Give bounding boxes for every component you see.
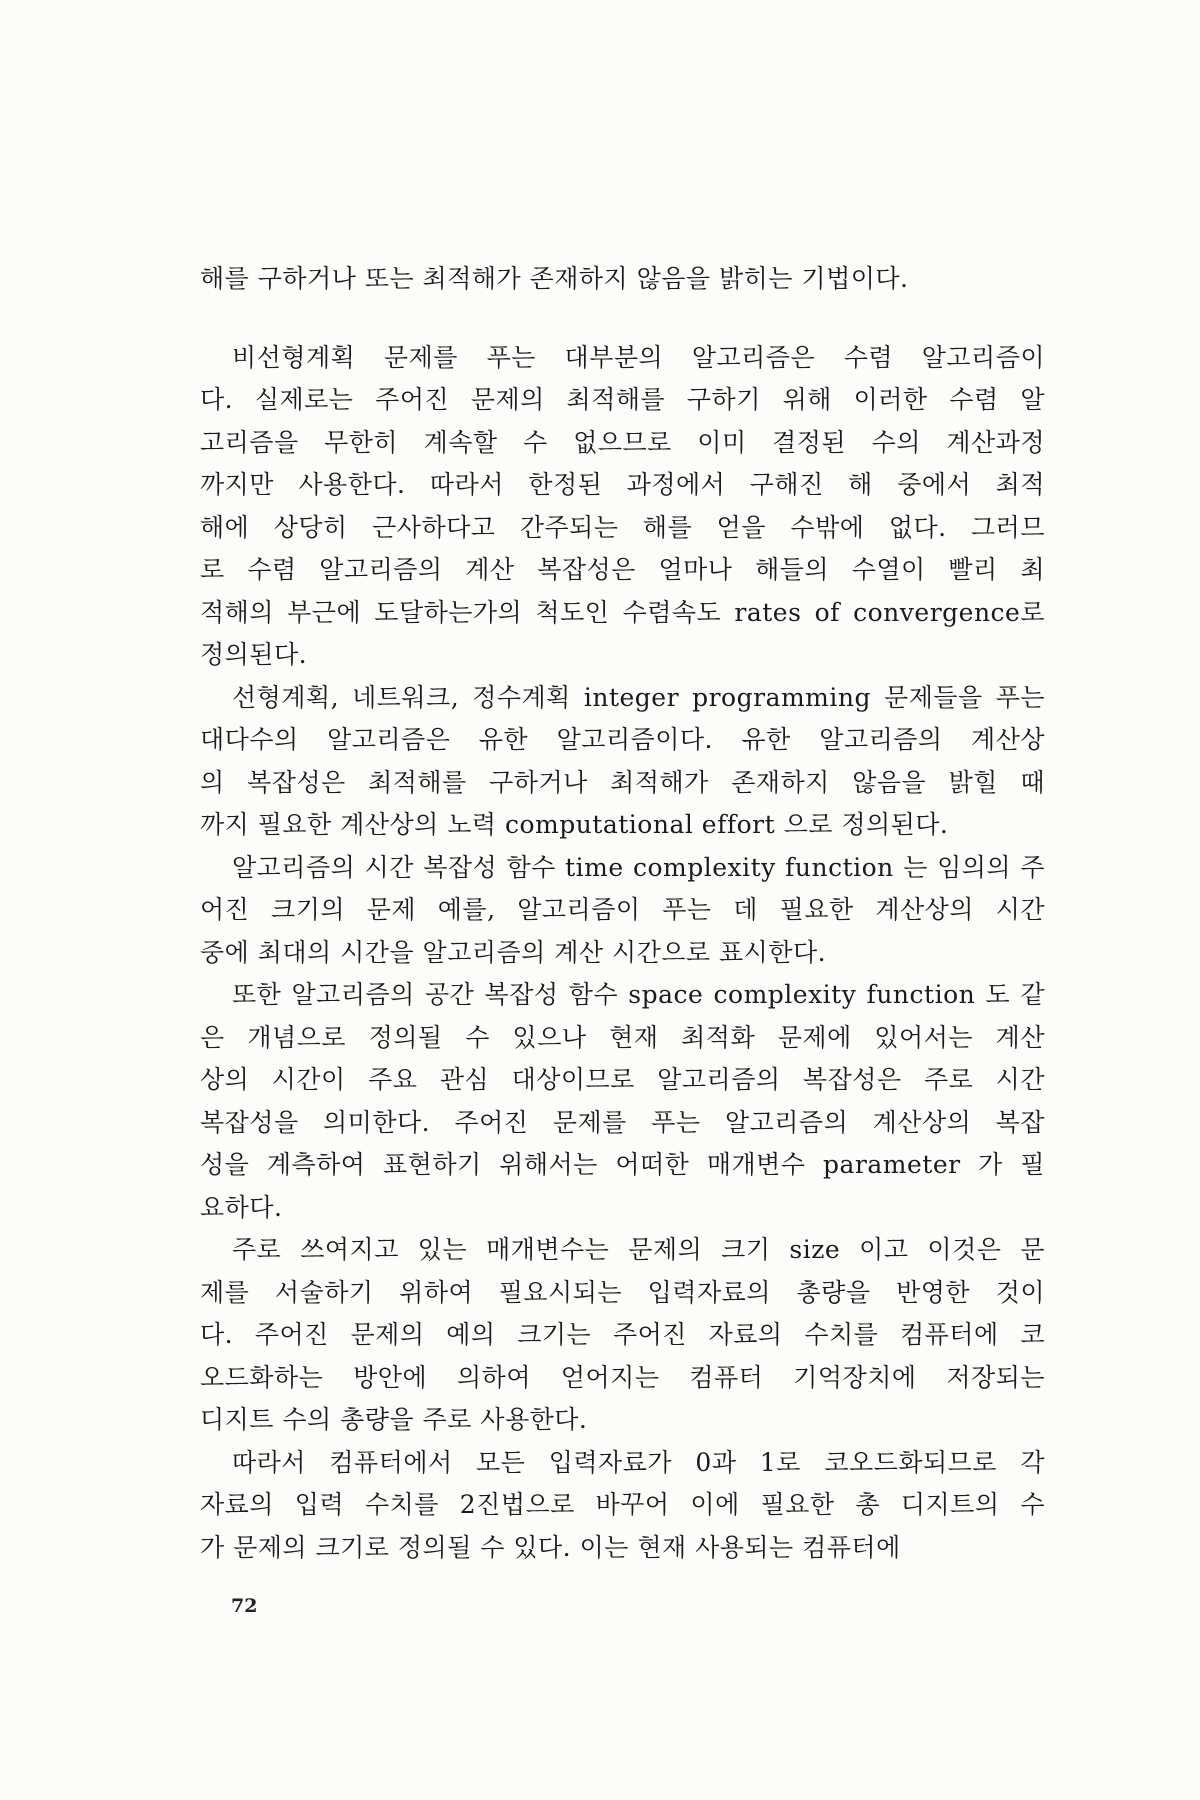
text-line: 오드화하는 방안에 의하여 얻어지는 컴퓨터 기억장치에 저장되는 <box>200 1362 1045 1392</box>
text-line: 대다수의 알고리즘은 유한 알고리즘이다. 유한 알고리즘의 계산상 <box>200 725 1045 754</box>
paragraph <box>200 337 1045 677</box>
text-line: 중에 최대의 시간을 알고리즘의 계산 시간으로 표시한다. <box>200 937 827 967</box>
text-line: 다. 주어진 문제의 예의 크기는 주어진 자료의 수치를 컴퓨터에 코 <box>200 1320 1045 1349</box>
text-line: 선형계획, 네트워크, 정수계획 integer programming 문제들을 푸는 <box>232 682 1045 712</box>
text-line: 의 복잡성은 최적해를 구하거나 최적해가 존재하지 않음을 밝힐 때 <box>200 767 1045 797</box>
text-line: 해에 상당히 근사하다고 간주되는 해를 얻을 수밖에 없다. 그러므 <box>200 512 1045 542</box>
text-line: 알고리즘의 시간 복잡성 함수 time complexity function 는 임의의 주 <box>232 852 1045 882</box>
text-line: 정의된다. <box>200 640 308 669</box>
paragraph <box>200 847 1045 975</box>
opening-line: 해를 구하거나 또는 최적해가 존재하지 않음을 밝히는 기법이다. <box>200 264 909 293</box>
text-line: 비선형계획 문제를 푸는 대부분의 알고리즘은 수렴 알고리즘이 <box>232 342 1045 372</box>
text-line: 적해의 부근에 도달하는가의 척도인 수렴속도 rates of convergence로 <box>200 597 1045 627</box>
text-line: 따라서 컴퓨터에서 모든 입력자료가 0과 1로 코오드화되므로 각 <box>232 1447 1045 1477</box>
text-line: 성을 계측하여 표현하기 위해서는 어떠한 매개변수 parameter 가 필 <box>200 1150 1045 1179</box>
paragraphs <box>200 337 1045 1570</box>
paragraph <box>200 1442 1045 1570</box>
text-line: 디지트 수의 총량을 주로 사용한다. <box>200 1405 588 1434</box>
page-number: 72 <box>231 1595 258 1617</box>
text-line: 제를 서술하기 위하여 필요시되는 입력자료의 총량을 반영한 것이 <box>200 1277 1045 1307</box>
text-line: 요하다. <box>200 1192 283 1222</box>
text-line: 자료의 입력 수치를 2진법으로 바꾸어 이에 필요한 총 디지트의 수 <box>200 1490 1045 1519</box>
paragraph <box>200 1229 1045 1442</box>
text-line: 가 문제의 크기로 정의될 수 있다. 이는 현재 사용되는 컴퓨터에 <box>200 1532 901 1562</box>
text-line: 어진 크기의 문제 예를, 알고리즘이 푸는 데 필요한 계산상의 시간 <box>200 895 1045 924</box>
text-line: 까지 필요한 계산상의 노력 computational effort 으로 정의된다. <box>200 810 949 839</box>
paragraph <box>200 677 1045 847</box>
text-line: 다. 실제로는 주어진 문제의 최적해를 구하기 위해 이러한 수렴 알 <box>200 385 1045 414</box>
text-line: 주로 쓰여지고 있는 매개변수는 문제의 크기 size 이고 이것은 문 <box>232 1235 1045 1264</box>
paragraph <box>200 974 1045 1229</box>
text-line: 로 수렴 알고리즘의 계산 복잡성은 얼마나 해들의 수열이 빨리 최 <box>200 555 1045 584</box>
text-line: 복잡성을 의미한다. 주어진 문제를 푸는 알고리즘의 계산상의 복잡 <box>200 1107 1045 1137</box>
body-text <box>200 258 1045 1569</box>
text-line: 까지만 사용한다. 따라서 한정된 과정에서 구해진 해 중에서 최적 <box>200 470 1045 499</box>
text-line: 또한 알고리즘의 공간 복잡성 함수 space complexity function 도 같 <box>232 980 1045 1009</box>
text-line: 고리즘을 무한히 계속할 수 없으므로 이미 결정된 수의 계산과정 <box>200 427 1045 457</box>
text-line: 은 개념으로 정의될 수 있으나 현재 최적화 문제에 있어서는 계산 <box>200 1022 1045 1052</box>
text-line: 상의 시간이 주요 관심 대상이므로 알고리즘의 복잡성은 주로 시간 <box>200 1065 1045 1094</box>
paragraph-gap <box>200 301 1045 337</box>
